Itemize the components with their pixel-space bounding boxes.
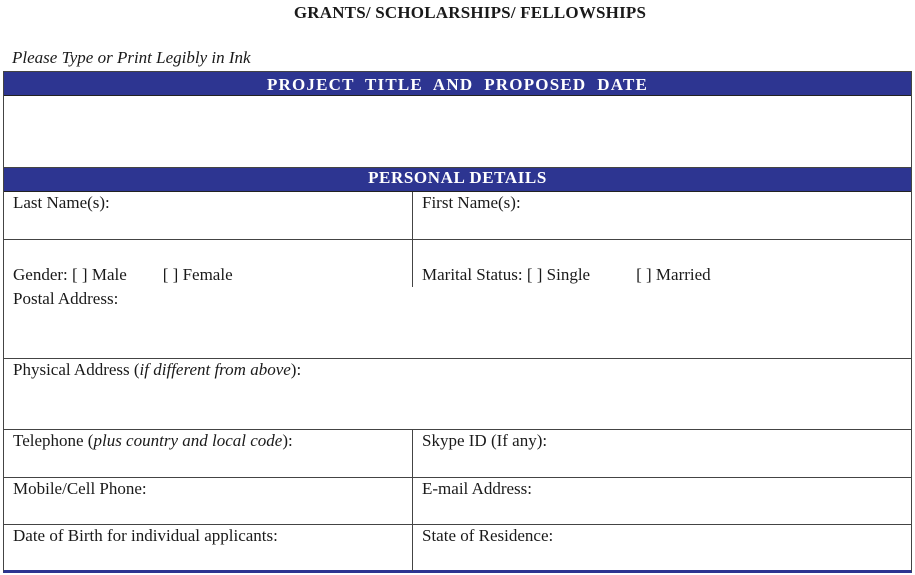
last-name-field[interactable] <box>4 192 413 239</box>
marital-status-label[interactable] <box>422 265 711 285</box>
skype-id-label: Skype ID (If any): <box>422 431 548 450</box>
gender-label[interactable] <box>13 265 233 285</box>
mobile-phone-field[interactable] <box>4 478 413 524</box>
first-name-label: First Name(s): <box>422 193 521 212</box>
date-of-birth-label: Date of Birth for individual applicants: <box>13 526 278 545</box>
postal-address-row <box>4 287 911 359</box>
physical-address-note: if different from above <box>139 360 291 379</box>
first-name-field[interactable] <box>413 192 911 239</box>
application-form <box>3 71 912 573</box>
marital-status-field <box>413 240 911 287</box>
form-instructions: Please Type or Print Legibly in Ink <box>12 48 251 67</box>
gender-marital-row <box>4 240 911 287</box>
section-header-personal: PERSONAL DETAILS <box>4 168 911 192</box>
postal-address-field[interactable] <box>4 287 911 358</box>
gender-male-option[interactable]: Gender: [ ] Male <box>13 265 127 284</box>
section-header-project: PROJECT TITLE AND PROPOSED DATE <box>4 72 911 96</box>
marital-married-option[interactable]: [ ] Married <box>636 265 711 284</box>
telephone-skype-row <box>4 430 911 478</box>
telephone-label: Telephone (plus country and local code): <box>13 431 293 450</box>
project-title-field[interactable] <box>4 96 911 168</box>
telephone-field[interactable] <box>4 430 413 477</box>
email-address-field[interactable] <box>413 478 911 524</box>
mobile-phone-label: Mobile/Cell Phone: <box>13 479 147 498</box>
physical-address-row <box>4 359 911 430</box>
physical-address-field[interactable] <box>4 359 911 429</box>
skype-id-field[interactable] <box>413 430 911 477</box>
state-of-residence-label: State of Residence: <box>422 526 554 545</box>
gender-field <box>4 240 413 287</box>
postal-address-label: Postal Address: <box>13 289 119 308</box>
names-row <box>4 192 911 240</box>
mobile-email-row <box>4 478 911 525</box>
last-name-label: Last Name(s): <box>13 193 110 212</box>
state-of-residence-field[interactable] <box>413 525 911 571</box>
telephone-note: plus country and local code <box>93 431 283 450</box>
dob-state-row <box>4 525 911 571</box>
email-address-label: E-mail Address: <box>422 479 533 498</box>
physical-address-label: Physical Address (if different from above): <box>13 360 302 379</box>
gender-female-option[interactable]: [ ] Female <box>162 265 233 284</box>
date-of-birth-field[interactable] <box>4 525 413 571</box>
form-title: GRANTS/ SCHOLARSHIPS/ FELLOWSHIPS <box>293 3 647 22</box>
marital-single-option[interactable]: Marital Status: [ ] Single <box>422 265 591 284</box>
